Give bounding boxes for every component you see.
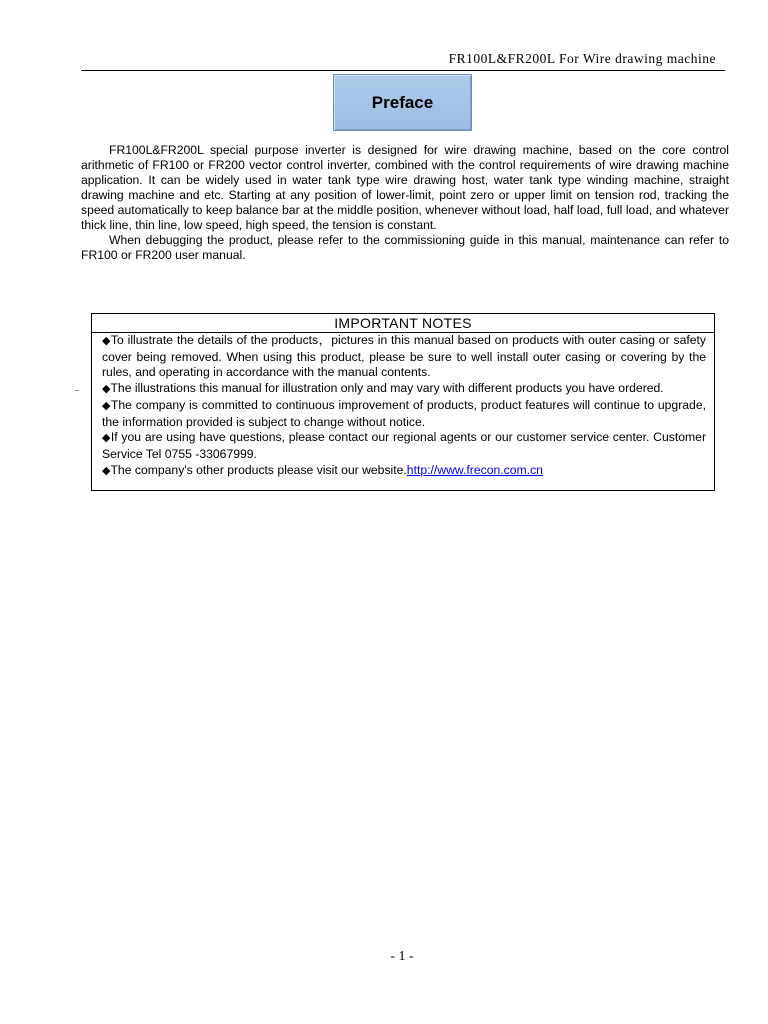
page-header-title: FR100L&FR200L For Wire drawing machine [448,51,716,66]
note-item [102,463,706,480]
intro-paragraph-1: FR100L&FR200L special purpose inverter is designed for wire drawing machine, based on the core control arithmetic of FR100 or FR200 vector control inverter, combined with the control requirements of wire drawing machine application. It can be widely used in water tank type wire drawing host, water tank type winding machine, straight drawing machine and etc. Starting at any position of lower-limit, point zero or upper limit on tension rod, tracking the speed automatically to keep balance bar at the middle position, whenever without load, half load, full load, and whatever thick line, thin line, low speed, high speed, the tension is constant. [81,143,729,232]
important-notes-title: IMPORTANT NOTES [92,314,714,333]
note-text: The company is committed to continuous improvement of products, product features will continue to upgrade, the information provided is subject to change without notice. [102,397,706,429]
margin-mark [75,390,79,391]
page-number: - 1 - [390,949,414,964]
diamond-bullet-icon: ◆ [102,383,111,396]
note-text: If you are using have questions, please contact our regional agents or our customer service center. Customer Service Tel 0755 -33067999. [102,430,707,461]
note-item [102,398,706,430]
diamond-bullet-icon: ◆ [102,464,111,477]
intro-text [81,143,729,263]
important-notes-list [92,333,714,479]
website-link[interactable]: http://www.frecon.com.cn [406,462,543,477]
note-item [102,430,706,462]
note-item [102,381,706,398]
intro-paragraph-2: When debugging the product, please refer to the commissioning guide in this manual, maintenance can refer to FR100 or FR200 user manual. [81,233,729,262]
diamond-bullet-icon: ◆ [102,432,111,445]
diamond-bullet-icon: ◆ [102,399,111,412]
note-item [102,333,706,381]
preface-title-box [333,74,472,131]
note-text: To illustrate the details of the products，pictures in this manual based on products with outer casing or safety cover being removed. When using this product, please be sure to well install outer casing or covering by the rules, and operating in accordance with the manual contents. [102,333,706,380]
diamond-bullet-icon: ◆ [102,335,111,347]
note-text: The illustrations this manual for illustration only and may vary with different products you have ordered. [110,381,664,396]
section-title: Preface [371,92,434,112]
note-text: The company's other products please visit our website. [110,462,407,477]
header-divider [81,70,725,71]
important-notes-box [91,313,715,491]
